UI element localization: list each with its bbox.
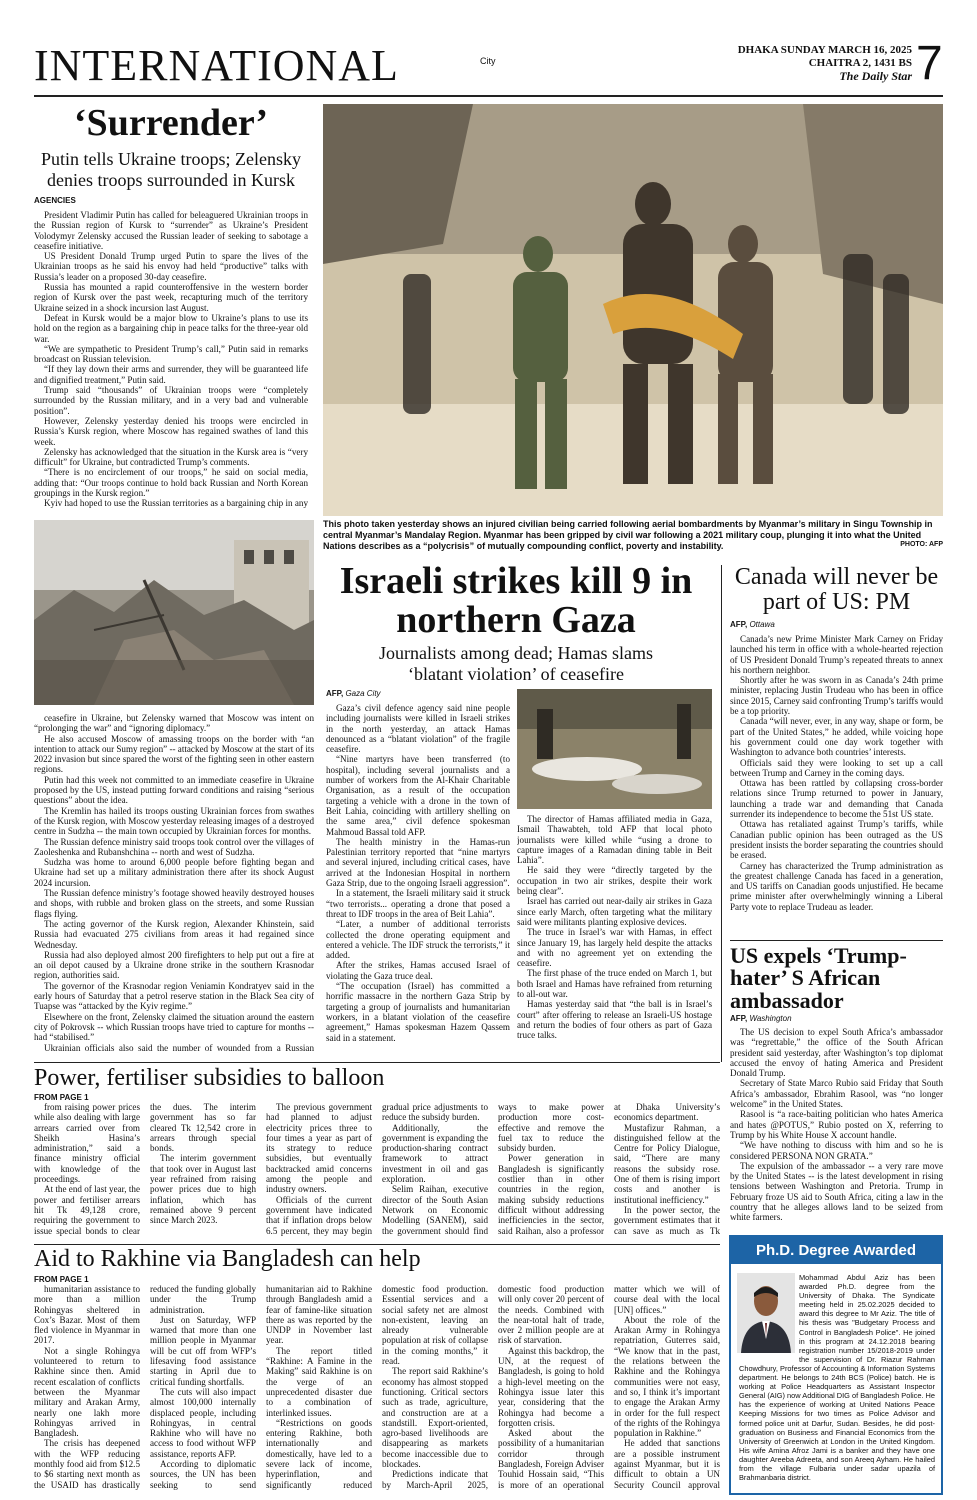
date-block [690,44,912,83]
paragraph: “There is no encirclement of our troops,” he said on social media, adding that: “Our troops continue to hold back Russian and North Korean groupings in the Kursk region.” [34,467,308,499]
masthead-rule [34,95,943,97]
paragraph: He said they were “directly targeted by the occupation in two air strikes, despite their work being clear”. [517,865,712,897]
paragraph: The crisis has deepened with the WFP reducing monthly food aid from $12.5 to $6 starting next month as the USAID has drastically reduced the funding globally under the Trump administration. [34,1284,256,1490]
paragraph: The Russian defence ministry said troops took control over the villages of Zaoleshenka and Rubanshchina -- north and west of Sudzha. [34,836,314,857]
rakhine-from: FROM PAGE 1 [34,1275,89,1284]
paragraph: Asked about the possibility of a humanitarian corridor through Bangladesh, Foreign Adviser Touhid Hossain said, “This is more of an operational matter which we will of course deal with the local [UN] offices.” [498,1284,720,1490]
canada-rule [730,940,943,941]
safrica-byline-agency: AFP, [730,1014,748,1023]
paragraph: “We have nothing to discuss with him and so he is considered PERSONA NON GRATA.” [730,1140,943,1161]
paragraph: US President Donald Trump urged Putin to spare the lives of the Ukrainian troops as he said his envoy had held “productive” talks with Russia’s leader on a proposed 30-day ceasefire. [34,251,308,282]
paragraph: At the end of last year, the power and fertiliser arrears hit Tk 49,128 crore, requiring the government to issue special bonds to clear the dues. The interim government has so far cleared Tk 12,542 crore in arrears through special bonds. [34,1102,256,1236]
gaza-photo [517,689,712,809]
paragraph: After the strikes, Hamas accused Israel of violating the Gaza truce deal. [326,960,510,981]
rakhine-body [34,1284,720,1494]
paragraph: In a statement, the Israeli military said it struck “two terrorists... operating a drone that posed a threat to IDF troops in the area of Beit Lahia”. [326,888,510,919]
paragraph: The interim government that took over in August last year refrained from raising power prices due to high inflation, which has remained above 9 percent since March 2023. [150,1153,256,1226]
canada-byline-agency: AFP, [730,620,748,629]
subsidies-from: FROM PAGE 1 [34,1093,89,1102]
section-title: INTERNATIONAL [34,41,399,90]
surrender-subhead: Putin tells Ukraine troops; Zelensky denies troops surrounded in Kursk [41,149,301,190]
paragraph: Canada’s new Prime Minister Mark Carney on Friday launched his term in office with a whole-hearted rejection of US President Donald Trump’s repeated threats to annex his northern neighbor. [730,634,943,675]
paragraph: Israel has carried out near-daily air strikes in Gaza since early March, often targeting what the military said were militants planting explosive devices. [517,896,712,927]
surrender-continued [34,713,314,1053]
paragraph: Putin had this week not committed to an immediate ceasefire in Ukraine proposed by the US, instead putting forward conditions and raising “serious questions” about the idea. [34,774,314,806]
paragraph: The US decision to expel South Africa’s ambassador was “regrettable,” the office of the South African president said yesterday, after Washington’s top diplomat accused the envoy of hating America and President Donald Trump. [730,1027,943,1079]
surrender-byline: AGENCIES [34,196,76,205]
safrica-byline [730,1014,792,1023]
gaza-byline [326,689,381,698]
paragraph: from raising power prices while also dealing with large arrears carried over from Sheikh Hasina’s administration,” said a finance ministry official with knowledge of the proceedings. [34,1102,140,1185]
paragraph: President Vladimir Putin has called for beleaguered Ukrainian troops in the Russian region of Kursk to “surrender” as Ukraine’s President Volodymyr Zelensky accused the Russian leader of seeking to sabotage a ceasefire initiative. [34,210,308,251]
subsidies-top-rule [34,1062,720,1063]
gaza-subhead: Journalists among dead; Hamas slams ‘blatant violation’ of ceasefire [379,643,653,684]
paragraph: The report titled “Rakhine: A Famine in the Making” said Rakhine is on the verge of an unprecedented disaster due to a combination of interlinked issues. [266,1345,372,1418]
paragraph: The director of Hamas affiliated media in Gaza, Ismail Thawabteh, told AFP that local photo journalists were killed while “using a drone to capture images of a Ramadan dining table in Beit Lahia”. [517,814,712,866]
paper-name: The Daily Star [839,69,912,83]
paragraph: Mustafizur Rahman, a distinguished fellow at the Centre for Policy Dialogue, said, “There are many reasons the subsidy rose. One of them is rising import costs and another is institutional inefficiency.” [614,1122,720,1205]
canada-byline-location: Ottawa [749,620,775,629]
paragraph: The health ministry in the Hamas-run Palestinian territory reported that “nine martyrs and several injured, including critical cases, have arrived at the Indonesian Hospital in northern Gaza Strip, due to the ongoing Israeli aggression”. [326,836,510,889]
paragraph: The Russian defence ministry’s footage showed heavily destroyed houses and shops, with rubble and broken glass on the streets, and some Russian flags flying. [34,888,314,919]
paragraph: Hamas yesterday said that “the ball is in Israel’s court” after offering to release an Israeli-US hostage and return the bodies of four others as part of Gaza truce talks. [517,999,712,1041]
paragraph: The cuts will also impact almost 100,000 internally displaced people, including Rohingyas, in central Rakhine who will have no access to food without WFP assistance, reports AFP. [150,1386,256,1459]
paragraph: Trump said “thousands” of Ukrainian troops were “completely surrounded by the Russian military, and in a very bad and vulnerable position”. [34,385,308,416]
safrica-byline-location: Washington [749,1014,792,1023]
paragraph: “Restrictions on goods entering Rakhine, both internationally and domestically, have led to a severe lack of income, hyperinflation, and significantly reduced domestic food production. Essential services and a social safety net are almost non-existent, leaving an already vulnerable population at risk of collapse in the coming months,” it read. [266,1284,488,1490]
paragraph: Power generation in Bangladesh is significantly costlier than in other countries in the region, making subsidy reductions difficult without addressing inefficiencies in the sector, said Raihan, also a professor at Dhaka University’s economics department. [498,1102,720,1236]
phd-title: Ph.D. Degree Awarded [731,1237,941,1264]
destroyed-building-photo [34,520,314,705]
surrender-body [34,210,308,510]
main-photo-credit: PHOTO: AFP [900,541,943,548]
main-photo [323,104,943,516]
phd-text-content: Mohammad Abdul Aziz has been awarded Ph.D. degree from the University of Dhaka. The Syndicate meeting held in 25.02.2025 decided to award this degree to Mr Aziz. The title of his thesis was "Budgetary Process and Control in Bangladesh Police". He joined in this program at 24.12.2018 bearing registration number 15/2018-2019 under the supervision of Dr. Riazur Rahman Chowdhury, Professor of Accounting & Information Systems department. He belongs to 24th BCS (Police) batch. He is working at Police Headquarters as Assistant Inspector General (AIG) now Additional DIG of Bangladesh Police. He has the experience of working at United Nations Peace Keeping Missions for two times as Police Advisor and formed police unit at Darfur, Sudan. Besides, he did post-graduation on Business and Financial Economics from the University of Greenwich at London in the United Kingdom. His wife Amina Afroz Jami is a banker and they have one daughter Areeba Adreeta, and son Areeq Ayham. He hailed from the village Fulbaria under sadar upazila of Brahmanbaria district. [739,1273,935,1483]
subsidies-body [34,1102,720,1242]
paragraph: About the role of the Arakan Army in Rohingya repatriation, Guterres said, “We know that in the past, the relations between the Rakhine and the Rohingya communities were not easy, and so, I think it’s important to engage the Arakan Army in order for the full respect of the rights of the Rohingya population in Rakhine.” [614,1314,720,1439]
safrica-headline: US expels ‘Trump-hater’ S African ambassador [730,943,907,1013]
gaza-headline: Israeli strikes kill 9 in northern Gaza [339,560,693,641]
surrender-headline: ‘Surrender’ [73,102,269,144]
dateline: DHAKA SUNDAY MARCH 16, 2025 [737,44,912,56]
paragraph: Officials of the current government have indicated that if inflation drops below 6.5 percent, they may begin gradual price adjustments to reduce the subsidy burden. [266,1102,488,1236]
canada-byline [730,620,775,629]
paragraph: “Nine martyrs have been transferred (to hospital), including several journalists and a number of workers from the Al-Khair Charitable Organisation, as a result of the occupation targeting a vehicle with a drone in the town of Beit Lahia, coinciding with artillery shelling on the same area,” civil defence spokesman Mahmoud Bassal told AFP. [326,754,510,837]
page-number: 7 [916,37,943,90]
gaza-column-2 [517,814,712,1064]
paragraph: Ottawa has been rattled by collapsing cross-border relations since Trump returned to power in January, launching a trade war and demanding that Canada surrender its independence to become the 51st US state. [730,778,943,820]
bangla-date: CHAITRA 2, 1431 BS [808,57,912,69]
paragraph: The governor of the Krasnodar region Veniamin Kondratyev said in the early hours of Saturday that a petrol reserve station in the Black Sea city of Tuapse was “attacked by the Kyiv regime.” [34,980,314,1012]
paragraph: The truce in Israel’s war with Hamas, in effect since January 19, has largely held despite the attacks and with no agreement yet on extending the ceasefire. [517,927,712,969]
paragraph: Additionally, the government is expanding the production-sharing contract framework to attract investment in oil and gas exploration. [382,1122,488,1185]
phd-advert [729,1235,943,1495]
paragraph: In the power sector, the government estimates that it can save as much as Tk [614,1204,720,1236]
paragraph: Ottawa has retaliated against Trump’s tariffs, while Canadian public opinion has been outraged as the US president insists the border separating the countries should be erased. [730,819,943,861]
paragraph: Gaza’s civil defence agency said nine people including journalists were killed in Israeli strikes in the north yesterday, an attack Hamas denounced as a “blatant violation” of the fragile ceasefire. [326,703,510,755]
paragraph: He added that sanctions are a possible instrument against Myanmar, but it is difficult to obtain a UN Security Council approval [614,1438,720,1490]
rakhine-headline: Aid to Rakhine via Bangladesh can help [34,1246,421,1272]
subsidies-headline: Power, fertiliser subsidies to balloon [34,1065,385,1091]
paragraph: Carney has characterized the Trump administration as the greatest challenge Canada has faced in a generation, and US tariffs on Canadian goods unjustified. He became prime minister after overwhelmingly winning a Liberal Party vote to replace Trudeau as leader. [730,860,943,912]
paragraph: Officials said they were looking to set up a call between Trump and Carney in the coming days. [730,757,943,778]
paragraph: “The occupation (Israel) has committed a horrific massacre in the northern Gaza Strip by targeting a group of journalists and humanitarian workers, in a blatant violation of the ceasefire agreement,” Hamas spokesman Hazem Qassem said in a statement. [326,981,510,1043]
paragraph: Not a single Rohingya volunteered to return to Rakhine since then. Amid recent escalation of conflicts between the Myanmar military and Arakan Army, nearly one lakh more Rohingyas arrived in Bangladesh. [34,1345,140,1439]
paragraph: Elsewhere on the front, Zelensky claimed the situation around the eastern city of Pokrovsk -- which Russian troops have tried to capture for months -- had “stabilised.” [34,1011,314,1043]
canada-headline: Canada will never be part of US: PM [734,564,939,616]
paragraph: Canada “will never, ever, in any way, shape or form, be part of the United States,” he added, while voicing hope his government could one day work together with Washington to advance both countries’ interests. [730,716,943,758]
paragraph: humanitarian assistance to more than a million Rohingyas sheltered in Cox’s Bazar. Most of them fled violence in Myanmar in 2017. [34,1284,140,1346]
paragraph: The Kremlin has hailed its troops ousting Ukrainian forces from swathes of the Kursk region, with Moscow yesterday releasing images of a destroyed centre in Sudzha -- the main town occupied by Ukrainian forces for months. [34,805,314,837]
paragraph: Zelensky has acknowledged that the situation in the Kursk area is “very difficult” for Ukraine, but contradicted Trump’s comments. [34,446,308,468]
paragraph: Kyiv had hoped to use the Russian territories as a bargaining chip in any [44,498,308,509]
paragraph: He also accused Moscow of amassing troops on the border with “an intention to attack our Sumy region” -- attacked by Moscow at the start of its 2022 invasion but since spared the worst of the fighting seen in other eastern regions. [34,733,314,775]
gaza-body-bags-illustration [517,689,712,809]
paragraph: Predictions indicate that by March-April 2025, domestic food production will only cover 20 percent of the needs. Combined with the near-total halt of trade, over 2 million people are at risk of starvation. [382,1284,604,1490]
paragraph: “We are sympathetic to President Trump’s call,” Putin said in remarks broadcast on Russian television. [34,343,308,365]
edition-label: City [480,56,496,66]
paragraph: “Later, a number of additional terrorists collected the drone operating equipment and entered a vehicle. The IDF struck the terrorists,” it added. [326,919,510,961]
paragraph: Against this backdrop, the UN, at the request of Bangladesh, is going to hold a high-level meeting on the Rohingya issue later this year, considering that the Rohingya had become a forgotten crisis. [498,1345,604,1428]
main-photo-caption: This photo taken yesterday shows an injured civilian being carried following aerial bombardments by Myanmar’s military in Singu Township in central Myanmar’s Mandalay Region. Myanmar has been gripped by civil war following a 2021 military coup, plunging it into what the United Nations describes as a “polycrisis” of mutually compounding conflict, poverty and instability. [323,519,933,551]
injured-civilian-illustration [323,104,943,516]
paragraph: The report said Rakhine’s economy has almost stopped functioning. Critical sectors such as trade, agriculture, and construction are at a standstill. Export-oriented, agro-based livelihoods are disappearing as markets become inaccessible due to blockades. [382,1366,488,1470]
paragraph: Shortly after he was sworn in as Canada’s 24th prime minister, replacing Justin Trudeau who has been in office since 2015, Carney said confronting Trump’s tariffs would be a top priority. [730,675,943,717]
paragraph: Secretary of State Marco Rubio said Friday that South Africa’s ambassador, Ebrahim Rasool, was “no longer welcome” in the United States. [730,1078,943,1110]
paragraph: According to diplomatic sources, the UN has been seeking to send humanitarian aid to Rakhine through Bangladesh amid a fear of famine-like situation there as was reported by the UNDP in November last year. [150,1284,372,1490]
gaza-byline-location: Gaza City [345,689,381,698]
paragraph: Selim Raihan, executive director of the South Asian Network on Economic Modelling (SANEM), said the government should find ways to make power production more cost-effective and remove the fuel tax to reduce the subsidy burden. [382,1102,604,1236]
paragraph: Defeat in Kursk would be a major blow to Ukraine’s plans to use its hold on the region as a bargaining chip in peace talks for the three-year old war. [34,312,308,344]
column-rule [721,565,722,1062]
paragraph: Russia had also deployed almost 200 firefighters to help put out a fire at an oil depot caused by a Ukraine drone strike in the southern Krasnodar region, authorities said. [34,949,314,981]
gaza-byline-agency: AFP, [326,689,344,698]
destroyed-building-illustration [34,520,314,705]
paragraph: Russia has mounted a rapid counteroffensive in the western border region of Kursk over the past week, recapturing much of the territory Ukraine seized in a shock incursion last August. [34,282,308,313]
canada-body [730,634,943,934]
paragraph: Rasool is “a race-baiting politician who hates America and hates @POTUS,” Rubio posted on X, referring to Trump by his White House X account handle. [730,1109,943,1140]
phd-portrait-spacer [739,1273,799,1355]
paragraph: The previous government had planned to adjust electricity prices three to four times a year as part of its strategy to reduce subsidies, but eventually backtracked amid concerns among the people and industry owners. [266,1102,372,1195]
paragraph: The first phase of the truce ended on March 1, but both Israel and Hamas have refrained from returning to all-out war. [517,968,712,1000]
gaza-column-1 [326,703,510,1063]
paragraph: Sudzha was home to around 6,000 people before fighting began and Ukraine had set up a military administration there after its shock August 2024 incursion. [34,857,314,888]
paragraph: “If they lay down their arms and surrender, they will be guaranteed life and dignified treatment,” Putin said. [34,364,308,385]
paragraph: The acting governor of the Kursk region, Alexander Khinstein, said Russia had evacuated 275 civilians from areas it had regained since Wednesday. [34,918,314,950]
paragraph: However, Zelensky yesterday denied his troops were encircled in Russia’s Kursk region, where Moscow has regained swathes of land this week. [34,415,308,447]
rakhine-top-rule [34,1244,720,1245]
paragraph: Just on Saturday, WFP warned that more than one million people in Myanmar will be cut off from WFP’s lifesaving food assistance starting in April due to critical funding shortfalls. [150,1314,256,1387]
safrica-body [730,1027,943,1231]
phd-text [739,1273,935,1482]
paragraph: ceasefire in Ukraine, but Zelensky warned that Moscow was intent on “prolonging the war” and “ignoring diplomacy.” [34,713,314,734]
paragraph: Ukrainian officials also said the number of wounded from a Russian [44,1042,314,1053]
paragraph: The expulsion of the ambassador -- a very rare move by the United States -- is the latest development in rising tensions between Washington and Pretoria. Trump in February froze US aid to South Africa, citing a law in the country that he alleges allows land to be seized from white farmers. [730,1160,943,1223]
